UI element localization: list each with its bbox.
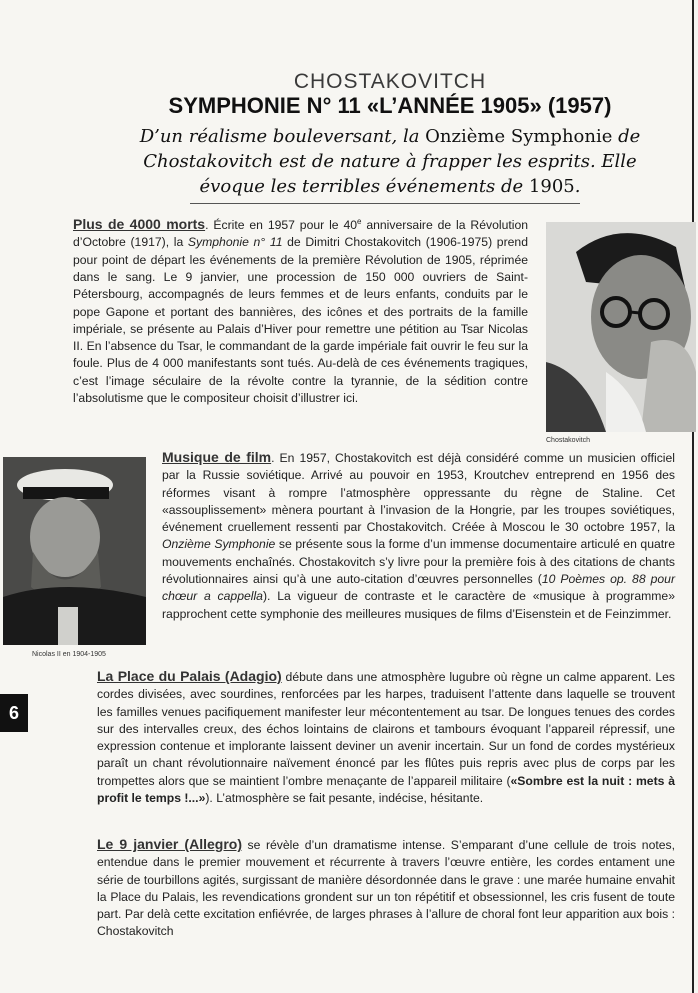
work-title: SYMPHONIE N° 11 «L’ANNÉE 1905» (1957) (168, 93, 612, 118)
nicolas-portrait-icon (3, 457, 146, 645)
section-2-heading: Musique de film (162, 449, 272, 465)
shostakovich-caption: Chostakovitch (546, 437, 590, 444)
section-2-paragraph: Musique de film. En 1957, Chostakovitch est déjà considéré comme un musicien officiel par la Russie soviétique. Arrivé au pouvoir en 1953, Kroutchev entreprend en 1956 des réformes visant à rompre l’atmosphère oppressante du règne de Staline. Cet «assouplissement» mènera pourtant à l’invasion de la Hongrie, par les troupes soviétiques, événement cruellement ressenti par Chostakovitch. Créée à Moscou le 30 octobre 1957, la Onzième Symphonie se présente sous la forme d’un immense documentaire articulé en quatre mouvements enchaînés. Chostakovitch s’y livre pour la première fois à des citations de chants révolutionnaires ainsi qu’à une auto-citation d’œuvres personnelles (10 Poèmes op. 88 pour chœur a cappella). La vigueur de contraste et le caractère de «musique à programme» rapprochent cette symphonie des meilleures musiques de films d’Eisenstein et de Feinzimmer. (162, 449, 675, 621)
nicolas-photo (3, 457, 146, 645)
section-4-paragraph: Le 9 janvier (Allegro) se révèle d’un dramatisme intense. S’emparant d’une cellule de trois notes, entendue dans le premier mouvement et récurrente à travers l’œuvre entière, les cordes entament une série de tourbillons agités, surgissant de manière désordonnée dans le grave : une marée humaine envahit la Place du Palais, les revendications grondent sur un ton répétitif et obsessionnel, les cris fusent de toute part. Par delà cette excitation enfiévrée, de larges phrases à l’allure de choral font leur apparition aux bois : Chostakovitch (97, 836, 675, 939)
shostakovich-portrait-icon (546, 222, 696, 432)
work-subtitle: D’un réalisme bouleversant, la Onzième Symphonie de Chostakovitch est de nature à frapper les esprits. Elle évoque les terribles événements de 1905. (139, 126, 641, 197)
page-number: 6 (0, 694, 28, 732)
section-1-heading: Plus de 4000 morts (73, 216, 206, 233)
section-3-heading: La Place du Palais (Adagio) (97, 668, 282, 684)
section-3-paragraph: La Place du Palais (Adagio) débute dans une atmosphère lugubre où règne un calme apparent. Les cordes divisées, avec sourdines, renforcées par les harpes, traduisent l’attente dans laquelle se trouvent les familles venues pacifiquement manifester leur mécontentement au tsar. De longues tenues des cordes sur des intervalles creux, des échos lointains de clairons et tambours évoquant l’appareil répressif, une expression contenue et implorante laissent deviner un avenir incertain. Sur un fond de cordes mystérieux paraît un chant révolutionnaire naïvement énoncé par les flûtes puis repris avec plus de corps par les trompettes alors que se maintient l’ombre menaçante de l’appareil militaire («Sombre est la nuit : mets à profit le temps !...»). L’atmosphère se fait pesante, indécise, hésitante. (97, 668, 676, 806)
section-1-paragraph: Plus de 4000 morts. Écrite en 1957 pour le 40e anniversaire de la Révolution d’Octobre (1917), la Symphonie n° 11 de Dimitri Chostakovitch (1906-1975) prend pour point de départ les événements de la première Révolution de 1905, réprimée dans le sang. Le 9 janvier, une procession de 150 000 ouvriers de Saint-Pétersbourg, accompagnés de leurs femmes et de leurs enfants, conduits par le pope Gapone et portant des bannières, des icônes et des portraits de la famille impériale, se présente au Palais d’Hiver pour remettre une pétition au Tsar Nicolas II. En l’absence du Tsar, le commandant de la garde impériale fait ouvrir le feu sur la foule. Plus de 4 000 manifestants sont tués. Au-delà de ces événements tragiques, c’est l’image séculaire de la révolte contre la tyrannie, de la sédition contre l’absolutisme que le compositeur choisit d’illustrer ici. (73, 216, 528, 406)
shostakovich-photo (546, 222, 696, 432)
composer-name: CHOSTAKOVITCH (293, 70, 487, 93)
header-rule (190, 203, 580, 204)
section-4-heading: Le 9 janvier (Allegro) (97, 836, 242, 852)
nicolas-caption: Nicolas II en 1904-1905 (32, 651, 106, 658)
page-edge (692, 0, 694, 993)
